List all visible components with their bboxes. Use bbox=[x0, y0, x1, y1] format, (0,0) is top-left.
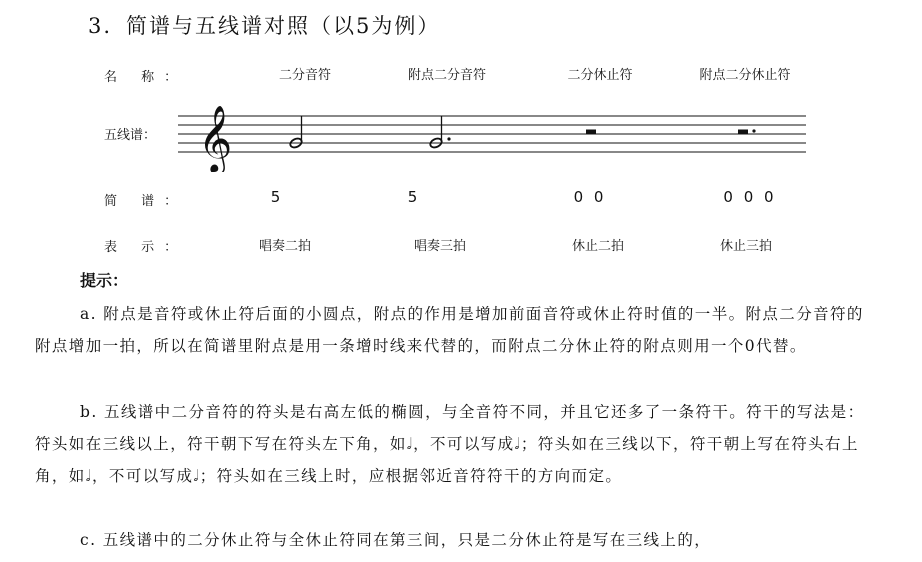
section-title bbox=[88, 10, 440, 40]
half-rest-icon bbox=[586, 130, 596, 135]
section-number: 3. bbox=[88, 14, 113, 38]
col-jianpu-half-note: 5 bbox=[270, 188, 284, 206]
col-jianpu-half-rest: 0 0 bbox=[573, 188, 607, 206]
col-meaning-dotted-half-rest: 休止三拍 bbox=[719, 239, 772, 254]
tips-heading: 提示： bbox=[80, 271, 129, 290]
col-jianpu-dotted-half-note: 5 bbox=[407, 188, 421, 206]
half-note-icon bbox=[289, 116, 303, 149]
col-meaning-dotted-half-note: 唱奏三拍 bbox=[413, 239, 466, 254]
tip-paragraph-b: b. 五线谱中二分音符的符头是右高左低的椭圆，与全音符不同，并且它还多了一条符干。符干的写法是：符头如在三线以上，符干朝下写在符头左下角，如𝅗𝅥，不可以写成𝅗𝅥；符头如在三线以下，符干朝上写在符头右上角，如𝅗𝅥，不可以写成𝅗𝅥；符头如在三线上时，应根据邻近音符符干的方向而定。 bbox=[35, 403, 865, 485]
tip-paragraph-c: c. 五线谱中的二分休止符与全休止符同在第三间，只是二分休止符是写在三线上的， bbox=[80, 531, 712, 549]
col-meaning-half-rest: 休止二拍 bbox=[571, 239, 624, 254]
col-jianpu-dotted-half-rest: 0 0 0 bbox=[723, 188, 777, 206]
row-label-meaning: 表 示： bbox=[104, 240, 188, 255]
row-label-jianpu: 简 谱： bbox=[104, 194, 188, 209]
row-label-staff: 五线谱： bbox=[104, 128, 157, 143]
col-name-half-rest: 二分休止符 bbox=[567, 68, 633, 83]
dotted-half-rest-icon bbox=[738, 129, 756, 134]
treble-clef-icon: 𝄞 bbox=[198, 104, 233, 172]
col-name-half-note: 二分音符 bbox=[278, 68, 331, 83]
col-name-dotted-half-note: 附点二分音符 bbox=[407, 68, 486, 83]
col-name-dotted-half-rest: 附点二分休止符 bbox=[699, 68, 791, 83]
col-meaning-half-note: 唱奏二拍 bbox=[258, 239, 311, 254]
dotted-half-note-icon bbox=[429, 116, 451, 149]
section-title-text: 简谱与五线谱对照（以5为例） bbox=[126, 14, 441, 38]
tip-paragraph-a: a. 附点是音符或休止符后面的小圆点，附点的作用是增加前面音符或休止符时值的一半。附点二分音符的附点增加一拍，所以在简谱里附点是用一条增时线来代替的，而附点二分休止符的附点则用一个0代替。 bbox=[35, 305, 864, 355]
row-label-name: 名 称： bbox=[104, 70, 188, 85]
music-staff bbox=[178, 102, 808, 172]
